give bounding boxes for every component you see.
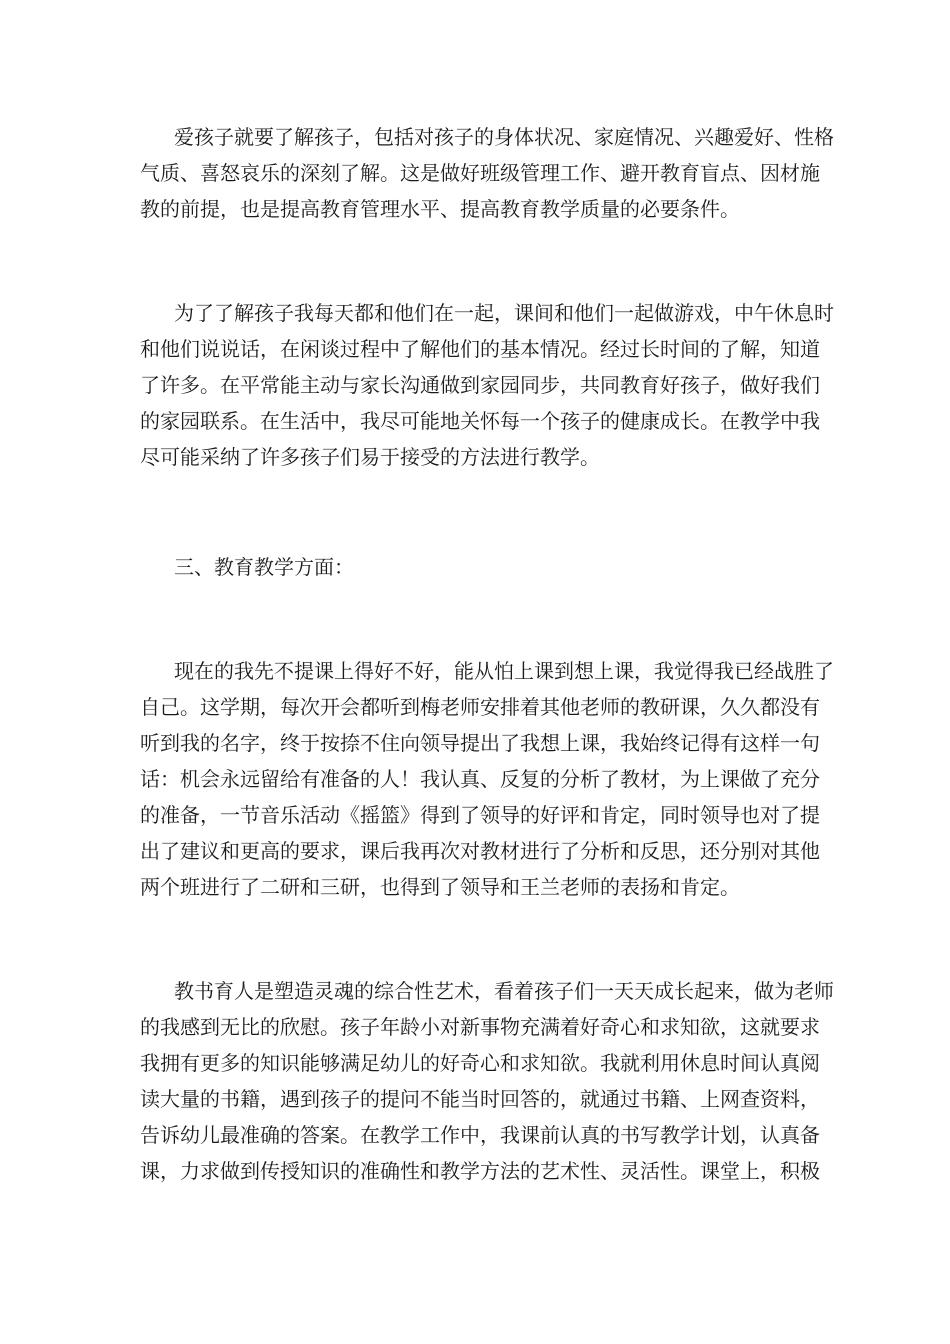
paragraph-line: 听到我的名字，终于按捺不住向领导提出了我想上课，我始终记得有这样一句	[140, 731, 820, 755]
paragraph-line: 的家园联系。在生活中，我尽可能地关怀每一个孩子的健康成长。在教学中我	[140, 409, 820, 433]
paragraph-line: 为了了解孩子我每天都和他们在一起，课间和他们一起做游戏，中午休息时	[174, 301, 834, 325]
paragraph-line: 教的前提，也是提高教育管理水平、提高教育教学质量的必要条件。	[140, 197, 740, 221]
paragraph-line: 出了建议和更高的要求，课后我再次对教材进行了分析和反思，还分别对其他	[140, 839, 820, 863]
paragraph-line: 尽可能采纳了许多孩子们易于接受的方法进行教学。	[140, 445, 600, 469]
paragraph-line: 现在的我先不提课上得好不好，能从怕上课到想上课，我觉得我已经战胜了	[174, 659, 834, 683]
paragraph-line: 告诉幼儿最准确的答案。在教学工作中，我课前认真的书写教学计划，认真备	[140, 1123, 820, 1147]
paragraph-line: 自己。这学期，每次开会都听到梅老师安排着其他老师的教研课，久久都没有	[140, 695, 820, 719]
section-heading-text: 三、教育教学方面：	[174, 555, 354, 579]
paragraph-line: 教书育人是塑造灵魂的综合性艺术，看着孩子们一天天成长起来，做为老师	[174, 979, 834, 1003]
paragraph-line: 话：机会永远留给有准备的人！我认真、反复的分析了教材，为上课做了充分	[140, 767, 820, 791]
paragraph-line: 的准备，一节音乐活动《摇篮》得到了领导的好评和肯定，同时领导也对了提	[140, 803, 820, 827]
paragraph-line: 气质、喜怒哀乐的深刻了解。这是做好班级管理工作、避开教育盲点、因材施	[140, 161, 820, 185]
paragraph-line: 我拥有更多的知识能够满足幼儿的好奇心和求知欲。我就利用休息时间认真阅	[140, 1051, 820, 1075]
paragraph-line: 了许多。在平常能主动与家长沟通做到家园同步，共同教育好孩子，做好我们	[140, 373, 820, 397]
paragraph-line: 的我感到无比的欣慰。孩子年龄小对新事物充满着好奇心和求知欲，这就要求	[140, 1015, 820, 1039]
paragraph-line: 爱孩子就要了解孩子，包括对孩子的身体状况、家庭情况、兴趣爱好、性格	[174, 125, 834, 149]
paragraph-line: 读大量的书籍，遇到孩子的提问不能当时回答的，就通过书籍、上网查资料，	[140, 1087, 820, 1111]
paragraph-line: 课，力求做到传授知识的准确性和教学方法的艺术性、灵活性。课堂上，积极	[140, 1159, 820, 1183]
paragraph-line: 和他们说说话，在闲谈过程中了解他们的基本情况。经过长时间的了解，知道	[140, 337, 820, 361]
paragraph-line: 两个班进行了二研和三研，也得到了领导和王兰老师的表扬和肯定。	[140, 875, 740, 899]
